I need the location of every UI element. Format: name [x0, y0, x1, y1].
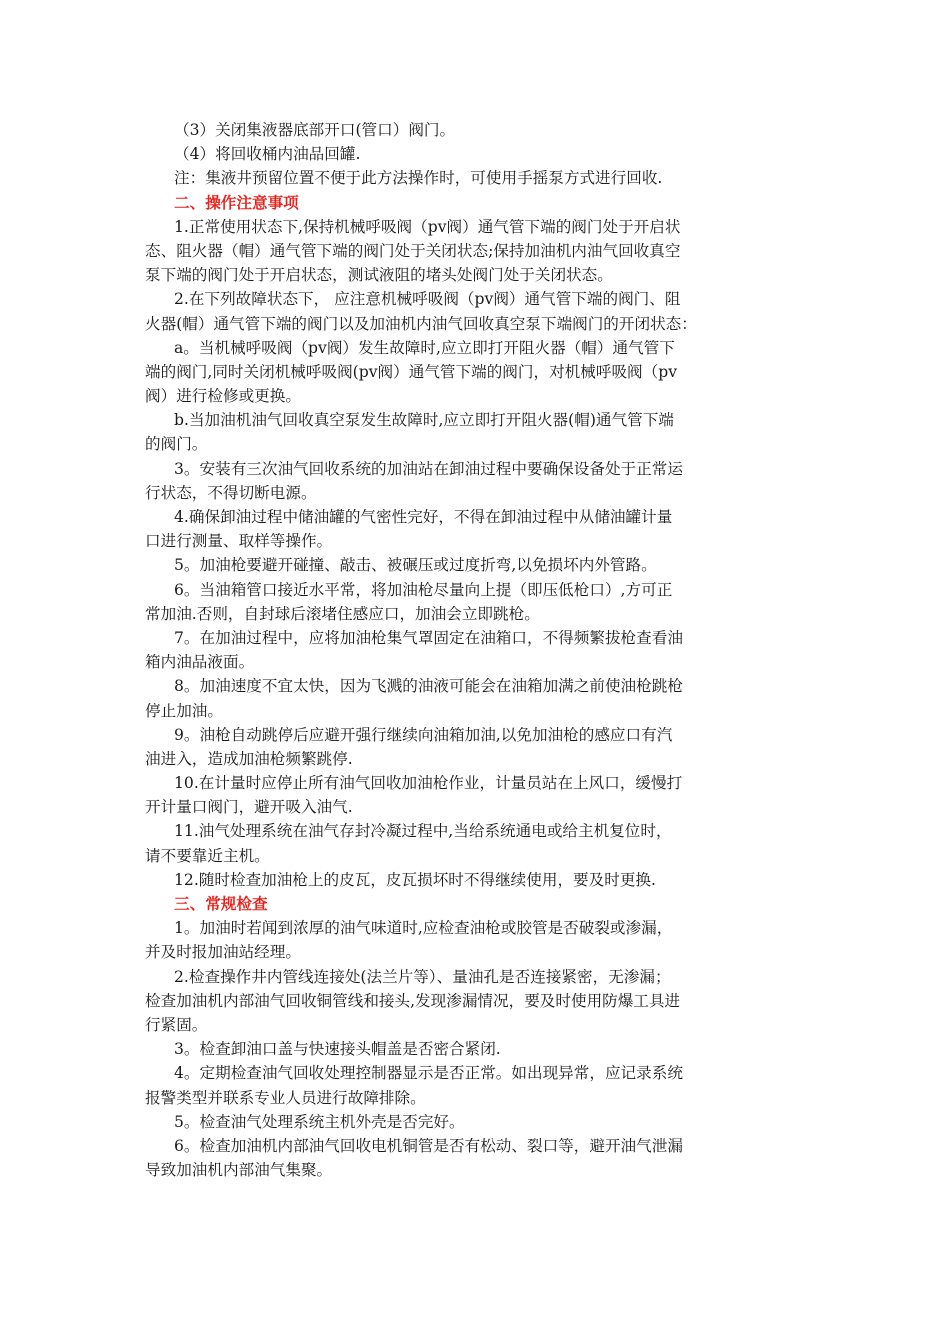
- paragraph-line: 9。油枪自动跳停后应避开强行继续向油箱加油,以免加油枪的感应口有汽: [174, 725, 673, 744]
- paragraph-line: 导致加油机内部油气集聚。: [145, 1161, 333, 1180]
- paragraph-line: 6。当油箱管口接近水平常，将加油枪尽量向上提（即压低枪口）,方可正: [174, 580, 673, 599]
- paragraph-line: 常加油.否则，自封球后滚堵住感应口，加油会立即跳枪。: [145, 604, 540, 623]
- paragraph-line: 6。检查加油机内部油气回收电机铜管是否有松动、裂口等，避开油气泄漏: [174, 1136, 683, 1155]
- paragraph: [145, 553, 810, 577]
- paragraph-line: 2.检查操作井内管线连接处(法兰片等）、量油孔是否连接紧密，无渗漏；: [174, 967, 671, 986]
- paragraph-line: 箱内油品液面。: [145, 653, 255, 672]
- paragraph-line: 10.在计量时应停止所有油气回收加油枪作业，计量员站在上风口，缓慢打: [174, 774, 683, 793]
- paragraph: [145, 505, 810, 553]
- paragraph-line: 3。检查卸油口盖与快速接头帽盖是否密合紧闭.: [174, 1040, 501, 1059]
- paragraph-line: 停止加油。: [145, 701, 223, 720]
- paragraph-line: 开计量口阀门，避开吸入油气.: [145, 798, 353, 817]
- note-line: 注：集液井预留位置不便于此方法操作时，可使用手摇泵方式进行回收.: [174, 169, 663, 188]
- paragraph-line: 11.油气处理系统在油气存封冷凝过程中,当给系统通电或给主机复位时，: [174, 822, 672, 841]
- section-heading-routine-checks: 三、常规检查: [174, 895, 268, 913]
- paragraph: [145, 215, 810, 288]
- paragraph-line: 3。安装有三次油气回收系统的加油站在卸油过程中要确保设备处于正常运: [174, 459, 683, 478]
- paragraph: [145, 868, 810, 892]
- paragraph-line: 8。加油速度不宜太快，因为飞溅的油液可能会在油箱加满之前使油枪跳枪: [174, 677, 683, 696]
- paragraph-line: a。当机械呼吸阀（pv阀）发生故障时,应立即打开阻火器（帽）通气管下: [174, 338, 675, 357]
- paragraph-line: 检查加油机内部油气回收铜管线和接头,发现渗漏情况，要及时使用防爆工具进: [145, 991, 681, 1010]
- paragraph-line: 态、阻火器（帽）通气管下端的阀门处于关闭状态;保持加油机内油气回收真空: [145, 241, 681, 260]
- paragraph-line: 12.随时检查加油枪上的皮瓦，皮瓦损坏时不得继续使用，要及时更换.: [174, 870, 656, 889]
- paragraph: [145, 1110, 810, 1134]
- step-3: （3）关闭集液器底部开口(管口）阀门。: [174, 121, 456, 139]
- paragraph-line: 4。定期检查油气回收处理控制器显示是否正常。如出现异常，应记录系统: [174, 1064, 683, 1083]
- paragraph: [145, 771, 810, 819]
- paragraph-line: 火器(帽）通气管下端的阀门以及加油机内油气回收真空泵下端阀门的开闭状态：: [145, 314, 697, 333]
- paragraph-line: 1.正常使用状态下,保持机械呼吸阀（pv阀）通气管下端的阀门处于开启状: [174, 217, 681, 236]
- paragraph: [145, 819, 810, 867]
- paragraph: [145, 916, 810, 964]
- paragraph-line: 行状态，不得切断电源。: [145, 483, 317, 502]
- paragraph-line: b.当加油机油气回收真空泵发生故障时,应立即打开阻火器(帽)通气管下端: [174, 411, 674, 430]
- paragraph: [145, 457, 810, 505]
- paragraph: [145, 408, 810, 456]
- paragraph: [145, 1061, 810, 1109]
- paragraph-line: 端的阀门,同时关闭机械呼吸阀(pv阀）通气管下端的阀门，对机械呼吸阀（pv: [145, 362, 678, 381]
- paragraph: [145, 1037, 810, 1061]
- paragraph: [145, 674, 810, 722]
- paragraph: [145, 1134, 810, 1182]
- section-operation-notes: [145, 215, 810, 892]
- section-routine-checks: [145, 916, 810, 1182]
- paragraph: [145, 287, 810, 335]
- paragraph-line: 报警类型并联系专业人员进行故障排除。: [145, 1088, 426, 1107]
- paragraph: [145, 626, 810, 674]
- paragraph-line: 泵下端的阀门处于开启状态，测试液阻的堵头处阀门处于关闭状态。: [145, 266, 613, 285]
- paragraph-line: 5。检查油气处理系统主机外壳是否完好。: [174, 1112, 465, 1131]
- paragraph-line: 7。在加油过程中，应将加油枪集气罩固定在油箱口，不得频繁拔枪查看油: [174, 628, 683, 647]
- paragraph-line: 阀）进行检修或更换。: [145, 387, 301, 406]
- paragraph: [145, 723, 810, 771]
- paragraph: [145, 965, 810, 1038]
- paragraph-line: 1。加油时若闻到浓厚的油气味道时,应检查油枪或胶管是否破裂或渗漏，: [174, 919, 673, 938]
- paragraph-line: 口进行测量、取样等操作。: [145, 532, 333, 551]
- paragraph-line: 5。加油枪要避开碰撞、敲击、被碾压或过度折弯,以免损坏内外管路。: [174, 556, 657, 575]
- paragraph-line: 4.确保卸油过程中储油罐的气密性完好，不得在卸油过程中从储油罐计量: [174, 508, 673, 526]
- paragraph-line: 行紧固。: [145, 1015, 208, 1034]
- section-heading-operation-notes: 二、操作注意事项: [174, 193, 299, 212]
- paragraph-line: 请不要靠近主机。: [145, 846, 270, 865]
- paragraph-line: 的阀门。: [145, 435, 208, 454]
- paragraph: [145, 578, 810, 626]
- paragraph-line: 2.在下列故障状态下， 应注意机械呼吸阀（pv阀）通气管下端的阀门、阻: [174, 290, 681, 309]
- paragraph-line: 并及时报加油站经理。: [145, 943, 301, 962]
- step-4: （4）将回收桶内油品回罐.: [174, 145, 361, 164]
- paragraph-line: 油进入，造成加油枪频繁跳停.: [145, 749, 353, 768]
- document-page: [145, 118, 810, 1182]
- paragraph: [145, 336, 810, 409]
